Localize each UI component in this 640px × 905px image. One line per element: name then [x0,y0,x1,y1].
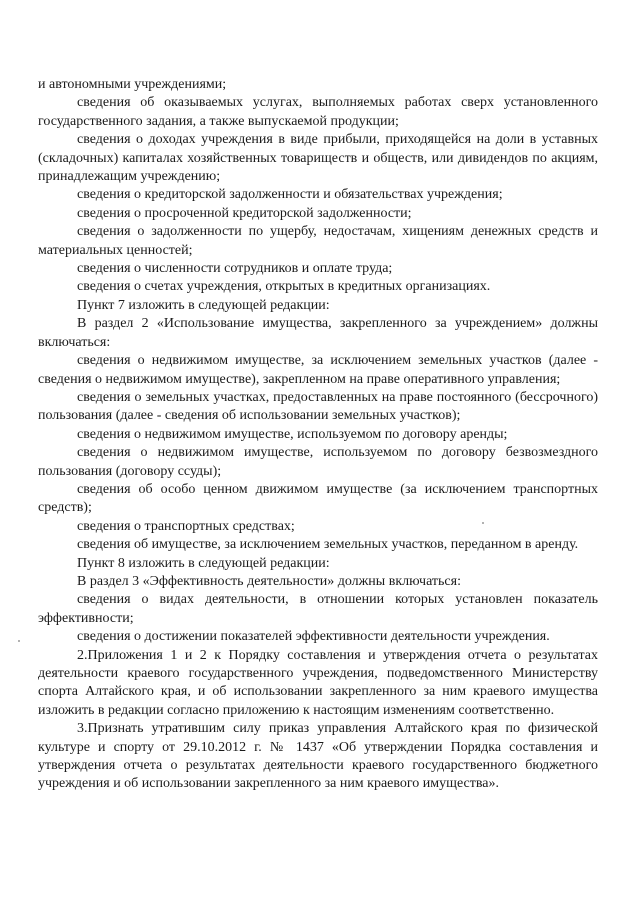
document-paragraph: сведения о счетах учреждения, открытых в кредитных организациях. [77,279,491,295]
document-paragraph: сведения о недвижимом имуществе, используемом по договору аренды; [77,426,508,442]
document-paragraph: сведения об оказываемых услугах, выполняемых работах сверх установленного государственного задания, а также выпускаемой продукции; [38,95,598,129]
document-page [38,76,598,794]
document-paragraph: сведения о кредиторской задолженности и обязательствах учреждения; [77,187,503,203]
document-paragraph: сведения о задолженности по ущербу, недостачам, хищениям денежных средств и материальных ценностей; [38,224,598,258]
document-paragraph: Пункт 8 изложить в следующей редакции: [77,555,330,571]
document-paragraph: В раздел 2 «Использование имущества, закрепленного за учреждением» должны включаться: [38,316,598,350]
document-paragraph: сведения об особо ценном движимом имуществе (за исключением транспортных средств); [38,481,598,516]
document-paragraph: и автономными учреждениями; [38,77,227,92]
document-paragraph: сведения о видах деятельности, в отношении которых установлен показатель эффективности; [38,592,598,626]
document-paragraph: сведения о недвижимом имуществе, за исключением земельных участков (далее - сведения о недвижимом имуществе), закрепленном на праве оперативного управления; [38,353,598,387]
document-paragraph: сведения о недвижимом имуществе, используемом по договору безвозмездного пользования (договору ссуды); [38,445,598,479]
document-paragraph: В раздел 3 «Эффективность деятельности» должны включаться: [77,573,461,589]
scan-speck [18,640,20,642]
document-paragraph: сведения об имуществе, за исключением земельных участков, переданном в аренду. [77,537,579,553]
document-paragraph: 3.Признать утратившим силу приказ управления Алтайского края по физической культуре и спорту от 29.10.2012 г. № 1437 «Об утверждении Порядка составления и утверждения отчета о результатах деятельности краевого государственного бюджетного учреждения и об использовании закрепленного за ним краевого имущества». [38,721,598,792]
document-paragraph: сведения о достижении показателей эффективности деятельности учреждения. [77,629,550,645]
document-paragraph: сведения о доходах учреждения в виде прибыли, приходящейся на доли в уставных (складочных) капиталах хозяйственных товариществ и обществ, или дивидендов по акциям, принадлежащим учреждению; [38,132,598,185]
document-paragraph: сведения о просроченной кредиторской задолженности; [77,205,412,221]
document-paragraph: сведения о транспортных средствах; [77,518,295,534]
document-paragraph: Пункт 7 изложить в следующей редакции: [77,297,330,313]
scan-speck [482,522,484,524]
document-paragraph: сведения о численности сотрудников и оплате труда; [77,261,393,277]
document-paragraph: 2.Приложения 1 и 2 к Порядку составления и утверждения отчета о результатах деятельности краевого государственного учреждения, подведомственного Министерству спорта Алтайского края, и об использовании закрепленного за ним краевого имущества изложить в редакции согласно приложению к настоящим изменениям соответственно. [38,647,598,718]
document-paragraph: сведения о земельных участках, предоставленных на праве постоянного (бессрочного) пользования (далее - сведения об использовании земельных участков); [38,389,598,424]
